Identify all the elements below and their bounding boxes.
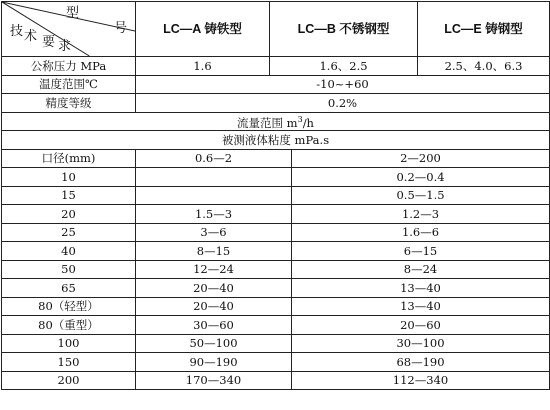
table-row [2, 168, 550, 187]
range-high-viscosity-cell: 13—40 [292, 279, 550, 298]
range-low-viscosity-cell: 1.5—3 [136, 205, 292, 224]
table-row [2, 279, 550, 298]
range-low-viscosity-cell: 12—24 [136, 260, 292, 279]
range-high-viscosity-cell: 2—200 [292, 149, 550, 168]
spec-table [1, 1, 550, 390]
table-row [2, 205, 550, 224]
range-high-viscosity-cell: 112—340 [292, 371, 550, 390]
range-high-viscosity-cell: 20—60 [292, 316, 550, 335]
range-low-viscosity-cell: 20—40 [136, 297, 292, 316]
diameter-cell: 50 [2, 260, 136, 279]
diameter-cell: 10 [2, 168, 136, 187]
range-low-viscosity-cell: 8—15 [136, 242, 292, 261]
corner-header-cell [2, 2, 136, 57]
diameter-cell: 25 [2, 223, 136, 242]
table-row [2, 186, 550, 205]
flow-heading [2, 112, 550, 131]
range-high-viscosity-cell: 68—190 [292, 353, 550, 372]
diameter-cell: 40 [2, 242, 136, 261]
table-row [2, 297, 550, 316]
range-low-viscosity-cell: 90—190 [136, 353, 292, 372]
table-row [2, 223, 550, 242]
viscosity-heading-row [2, 131, 550, 150]
table-row [2, 316, 550, 335]
range-high-viscosity-cell: 8—24 [292, 260, 550, 279]
viscosity-heading: 被测液体粘度 mPa.s [2, 131, 550, 150]
diameter-cell: 80（轻型） [2, 297, 136, 316]
table-row [2, 242, 550, 261]
diameter-cell: 65 [2, 279, 136, 298]
table-row [2, 149, 550, 168]
temperature-value: -10~+60 [136, 75, 550, 94]
range-high-viscosity-cell: 0.2—0.4 [292, 168, 550, 187]
table-row [2, 260, 550, 279]
spec-table-container [1, 1, 549, 408]
diameter-cell: 15 [2, 186, 136, 205]
diameter-cell: 80（重型） [2, 316, 136, 335]
model-header-b: LC—B 不锈钢型 [270, 2, 418, 57]
pressure-label: 公称压力 MPa [2, 57, 136, 76]
flow-heading-sup: 3 [297, 114, 303, 124]
diameter-cell: 100 [2, 334, 136, 353]
header-row [2, 2, 550, 57]
pressure-value-a: 1.6 [136, 57, 270, 76]
accuracy-label: 精度等级 [2, 94, 136, 113]
accuracy-row [2, 94, 550, 113]
corner-label-qiu: 求 [58, 39, 72, 54]
range-low-viscosity-cell: 30—60 [136, 316, 292, 335]
temperature-row [2, 75, 550, 94]
range-low-viscosity-cell: 0.6—2 [136, 149, 292, 168]
range-low-viscosity-cell: 20—40 [136, 279, 292, 298]
accuracy-value: 0.2% [136, 94, 550, 113]
range-low-viscosity-cell [136, 168, 292, 187]
table-row [2, 334, 550, 353]
pressure-value-b: 1.6、2.5 [270, 57, 418, 76]
pressure-value-e: 2.5、4.0、6.3 [418, 57, 550, 76]
pressure-row [2, 57, 550, 76]
range-low-viscosity-cell: 170—340 [136, 371, 292, 390]
table-row [2, 353, 550, 372]
diameter-cell: 150 [2, 353, 136, 372]
range-high-viscosity-cell: 1.6—6 [292, 223, 550, 242]
corner-label-xing: 型 [66, 6, 80, 21]
range-high-viscosity-cell: 6—15 [292, 242, 550, 261]
range-high-viscosity-cell: 30—100 [292, 334, 550, 353]
diameter-cell: 口径(mm) [2, 149, 136, 168]
flow-heading-row [2, 112, 550, 131]
model-header-e: LC—E 铸钢型 [418, 2, 550, 57]
corner-label-shu: 术 [24, 29, 38, 44]
diameter-cell: 20 [2, 205, 136, 224]
range-low-viscosity-cell: 3—6 [136, 223, 292, 242]
table-row [2, 371, 550, 390]
range-high-viscosity-cell: 0.5—1.5 [292, 186, 550, 205]
range-low-viscosity-cell [136, 186, 292, 205]
diameter-cell: 200 [2, 371, 136, 390]
corner-label-hao: 号 [114, 21, 128, 36]
corner-label-ji: 技 [10, 24, 24, 39]
temperature-label: 温度范围℃ [2, 75, 136, 94]
flow-rows [2, 149, 550, 390]
range-high-viscosity-cell: 1.2—3 [292, 205, 550, 224]
range-low-viscosity-cell: 50—100 [136, 334, 292, 353]
flow-heading-suffix: /h [302, 115, 314, 130]
model-header-a: LC—A 铸铁型 [136, 2, 270, 57]
range-high-viscosity-cell: 13—40 [292, 297, 550, 316]
flow-heading-prefix: 流量范围 m [237, 115, 298, 130]
corner-label-yao: 要 [42, 35, 56, 50]
